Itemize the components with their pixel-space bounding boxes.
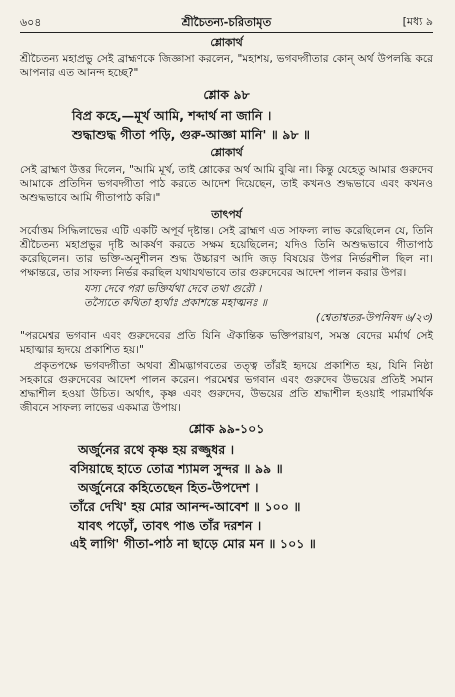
verse-98 (20, 107, 433, 145)
verse-heading-99-101: শ্লোক ৯৯-১০১ (188, 421, 265, 437)
verse-line: তাঁরে দেখি' হয় মোর আনন্দ-আবেশ ॥ ১০০ ॥ (70, 498, 301, 514)
page-header (20, 12, 433, 34)
verse-heading-98: শ্লোক ৯৮ (203, 87, 250, 103)
verse-line: যাবৎ পড়োঁ, তাবৎ পাঙ তাঁর দরশন । (78, 517, 262, 533)
translation-heading-1: শ্লোকার্থ (210, 36, 243, 49)
sanskrit-line: তস্যৈতে কথিতা হ্যর্থাঃ প্রকাশন্তে মহাত্মনঃ ॥ (84, 296, 267, 309)
translation-text-2: সেই ব্রাহ্মণ উত্তর দিলেন, "আমি মূর্খ, তাই শ্লোকের অর্থ আমি বুঝি না। কিন্তু যেহেতু আমার গুরুদেব আমাকে প্রতিদিন ভগবদ্গীতা পাঠ করতে আদেশ দিয়েছেন, তাই কখনও শুদ্ধভাবে এবং কখনও অশুদ্ধভাবে আমি গীতাপাঠ করি।" (20, 163, 433, 204)
verse-99-101 (20, 441, 433, 554)
header-rule (20, 32, 433, 33)
page-number: ৬০৪ (20, 16, 42, 29)
verse-line: শুদ্ধাশুদ্ধ গীতা পড়ি, গুরু-আজ্ঞা মানি' ॥ ৯৮ ॥ (72, 126, 311, 142)
verse-line: অর্জুনেরে কহিতেছেন হিত-উপদেশ । (78, 479, 259, 495)
translation-heading-2: শ্লোকার্থ (210, 146, 243, 160)
verse-line: এই লাগি' গীতা-পাঠ না ছাড়ে মোর মন ॥ ১০১ ॥ (70, 536, 316, 552)
chapter-marker: [মধ্য ৯ (402, 15, 433, 28)
purport-heading: তাৎপর্য (211, 207, 242, 221)
sanskrit-line: যস্য দেবে পরা ভক্তির্যথা দেবে তথা গুরৌ । (84, 282, 262, 295)
translation-text-1: শ্রীচৈতন্য মহাপ্রভু সেই ব্রাহ্মণকে জিজ্ঞাসা করলেন, "মহাশয়, ভগবদ্গীতার কোন্ অর্থ উপলব্ধি করে আপনার এত আনন্দ হচ্ছে?" (20, 53, 433, 80)
verse-line: অর্জুনের রথে কৃষ্ণ হয় রজ্জুধর । (78, 441, 235, 457)
verse-line: বসিয়াছে হাতে তোত্র শ্যামল সুন্দর ॥ ৯৯ ॥ (70, 460, 283, 476)
running-title: শ্রীচৈতন্য-চরিতামৃত (181, 15, 272, 29)
quote-translation: "পরমেশ্বর ভগবান এবং গুরুদেবের প্রতি যিনি ঐকান্তিক ভক্তিপরায়ণ, সমস্ত বেদের মর্মার্থ সেই মহাত্মার হৃদয়ে প্রকাশিত হয়।" (20, 329, 433, 356)
verse-line: বিপ্র কহে,—মূর্খ আমি, শব্দার্থ না জানি । (72, 107, 272, 123)
purport-paragraph-2: প্রকৃতপক্ষে ভগবদ্গীতা অথবা শ্রীমদ্ভাগবতের তত্ত্ব তাঁরই হৃদয়ে প্রকাশিত হয়, যিনি নিষ্ঠা সহকারে গুরুদেবের আদেশ পালন করেন। পরমেশ্বর ভগবান এবং গুরুদেব উভয়ের প্রতিই সমান শ্রদ্ধাশীল হওয়া উচিত। অর্থাৎ, কৃষ্ণ এবং গুরুদেব, উভয়ের প্রতি শ্রদ্ধাশীল হওয়াই পারমার্থিক জীবনে সাফল্য লাভের একমাত্র উপায়। (20, 359, 433, 414)
purport-paragraph-1: সর্বোত্তম সিদ্ধিলাভের এটি একটি অপূর্ব দৃষ্টান্ত। সেই ব্রাহ্মণ এত সাফল্য লাভ করেছিলেন যে, তিনি শ্রীচৈতন্য মহাপ্রভুর দৃষ্টি আকর্ষণ করতে সক্ষম হয়েছিলেন; যদিও তিনি অশুদ্ধভাবে গীতাপাঠ করেছিলেন। তার ভক্তি-অনুশীলন শুদ্ধ উচ্চারণ আদি জড় বিষয়ের উপর নির্ভরশীল ছিল না। পক্ষান্তরে, তার সাফল্য নির্ভর করছিল যথাযথভাবে তার গুরুদেবের আদেশ পালন করার উপর। (20, 224, 433, 279)
scripture-source: (শ্বেতাশ্বতর-উপনিষদ ৬/২৩) (315, 311, 433, 324)
